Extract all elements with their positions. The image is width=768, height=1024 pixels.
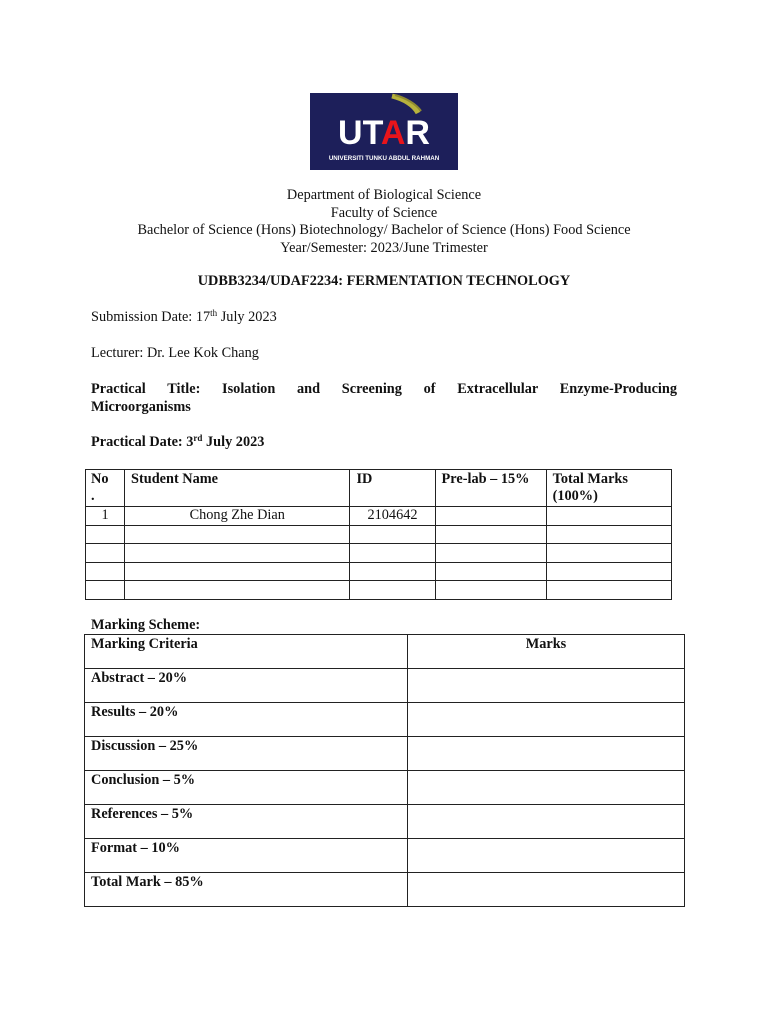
logo-letter: A — [380, 114, 406, 152]
logo-letter: T — [362, 114, 381, 152]
practical-date-suffix: rd — [193, 433, 203, 443]
marks-cell — [408, 805, 685, 839]
table-row — [86, 544, 672, 563]
cell-no — [86, 581, 125, 600]
cell-prelab — [435, 544, 546, 563]
document-header — [0, 187, 768, 257]
logo-text — [310, 115, 458, 151]
marking-scheme-label: Marking Scheme: — [91, 617, 201, 633]
marks-cell — [408, 737, 685, 771]
marks-cell — [408, 839, 685, 873]
header-id: ID — [350, 470, 435, 507]
header-marks: Marks — [408, 635, 685, 669]
student-table-header — [86, 470, 672, 507]
cell-prelab — [435, 507, 546, 526]
criteria-total-mark: Total Mark – 85% — [85, 873, 408, 907]
programme-line: Bachelor of Science (Hons) Biotechnology/ Bachelor of Science (Hons) Food Science — [137, 222, 631, 238]
table-row — [85, 737, 685, 771]
criteria-format: Format – 10% — [85, 839, 408, 873]
marking-scheme-table — [84, 634, 685, 907]
course-title: UDBB3234/UDAF2234: FERMENTATION TECHNOLOGY — [197, 273, 571, 289]
submission-date-suffix: th — [210, 308, 218, 318]
year-semester-line: Year/Semester: 2023/June Trimester — [280, 239, 488, 256]
cell-student-name — [125, 562, 350, 581]
criteria-results: Results – 20% — [85, 703, 408, 737]
table-row — [85, 771, 685, 805]
marks-cell — [408, 873, 685, 907]
cell-prelab — [435, 581, 546, 600]
header-prelab: Pre-lab – 15% — [435, 470, 546, 507]
cell-total — [546, 581, 671, 600]
cell-id — [350, 544, 435, 563]
submission-date-rest: July 2023 — [217, 309, 277, 325]
cell-id — [350, 525, 435, 544]
marking-table-header — [85, 635, 685, 669]
department-line: Department of Biological Science — [286, 187, 482, 203]
submission-date-label: Submission Date: 17 — [91, 309, 211, 325]
cell-prelab — [435, 562, 546, 581]
header-total-marks — [546, 470, 671, 507]
table-row — [85, 703, 685, 737]
practical-date-rest: July 2023 — [202, 434, 265, 450]
table-row — [85, 669, 685, 703]
table-row — [86, 525, 672, 544]
table-row — [85, 805, 685, 839]
cell-total — [546, 562, 671, 581]
logo-letter: R — [405, 114, 430, 152]
cell-total — [546, 544, 671, 563]
marks-cell — [408, 669, 685, 703]
table-row — [86, 562, 672, 581]
cell-no — [86, 544, 125, 563]
header-no-line-2: . — [91, 488, 95, 504]
header-no-line-1: No — [91, 471, 109, 487]
header-total-line-2: (100%) — [552, 488, 598, 504]
cell-id: 2104642 — [350, 507, 435, 526]
practical-title — [91, 380, 677, 416]
table-row — [85, 873, 685, 907]
cell-total — [546, 507, 671, 526]
header-marking-criteria: Marking Criteria — [85, 635, 408, 669]
cell-student-name — [125, 581, 350, 600]
cell-student-name: Chong Zhe Dian — [125, 507, 350, 526]
criteria-references: References – 5% — [85, 805, 408, 839]
student-table — [85, 469, 672, 600]
table-row — [86, 507, 672, 526]
marks-cell — [408, 703, 685, 737]
submission-date — [91, 309, 277, 326]
cell-id — [350, 581, 435, 600]
header-total-line-1: Total Marks — [552, 471, 628, 487]
cell-no — [86, 525, 125, 544]
criteria-abstract: Abstract – 20% — [85, 669, 408, 703]
practical-title-line-1: Practical Title: Isolation and Screening of Extracellular Enzyme-Producing — [91, 381, 677, 397]
logo-letters — [338, 114, 430, 152]
criteria-discussion: Discussion – 25% — [85, 737, 408, 771]
cell-prelab — [435, 525, 546, 544]
cell-student-name — [125, 544, 350, 563]
header-no — [86, 470, 125, 507]
faculty-line: Faculty of Science — [330, 204, 438, 221]
marks-cell — [408, 771, 685, 805]
utar-logo — [310, 93, 458, 170]
criteria-conclusion: Conclusion – 5% — [85, 771, 408, 805]
table-row — [85, 839, 685, 873]
cell-student-name — [125, 525, 350, 544]
practical-title-line-2: Microorganisms — [91, 399, 191, 415]
logo-letter: U — [338, 114, 363, 152]
logo-subtitle: UNIVERSITI TUNKU ABDUL RAHMAN — [328, 155, 440, 162]
cell-no: 1 — [86, 507, 125, 526]
cell-total — [546, 525, 671, 544]
practical-date-label: Practical Date: 3 — [91, 434, 194, 450]
practical-date — [91, 434, 264, 451]
cell-id — [350, 562, 435, 581]
table-row — [86, 581, 672, 600]
header-student-name: Student Name — [125, 470, 350, 507]
cell-no — [86, 562, 125, 581]
lecturer: Lecturer: Dr. Lee Kok Chang — [91, 345, 259, 361]
